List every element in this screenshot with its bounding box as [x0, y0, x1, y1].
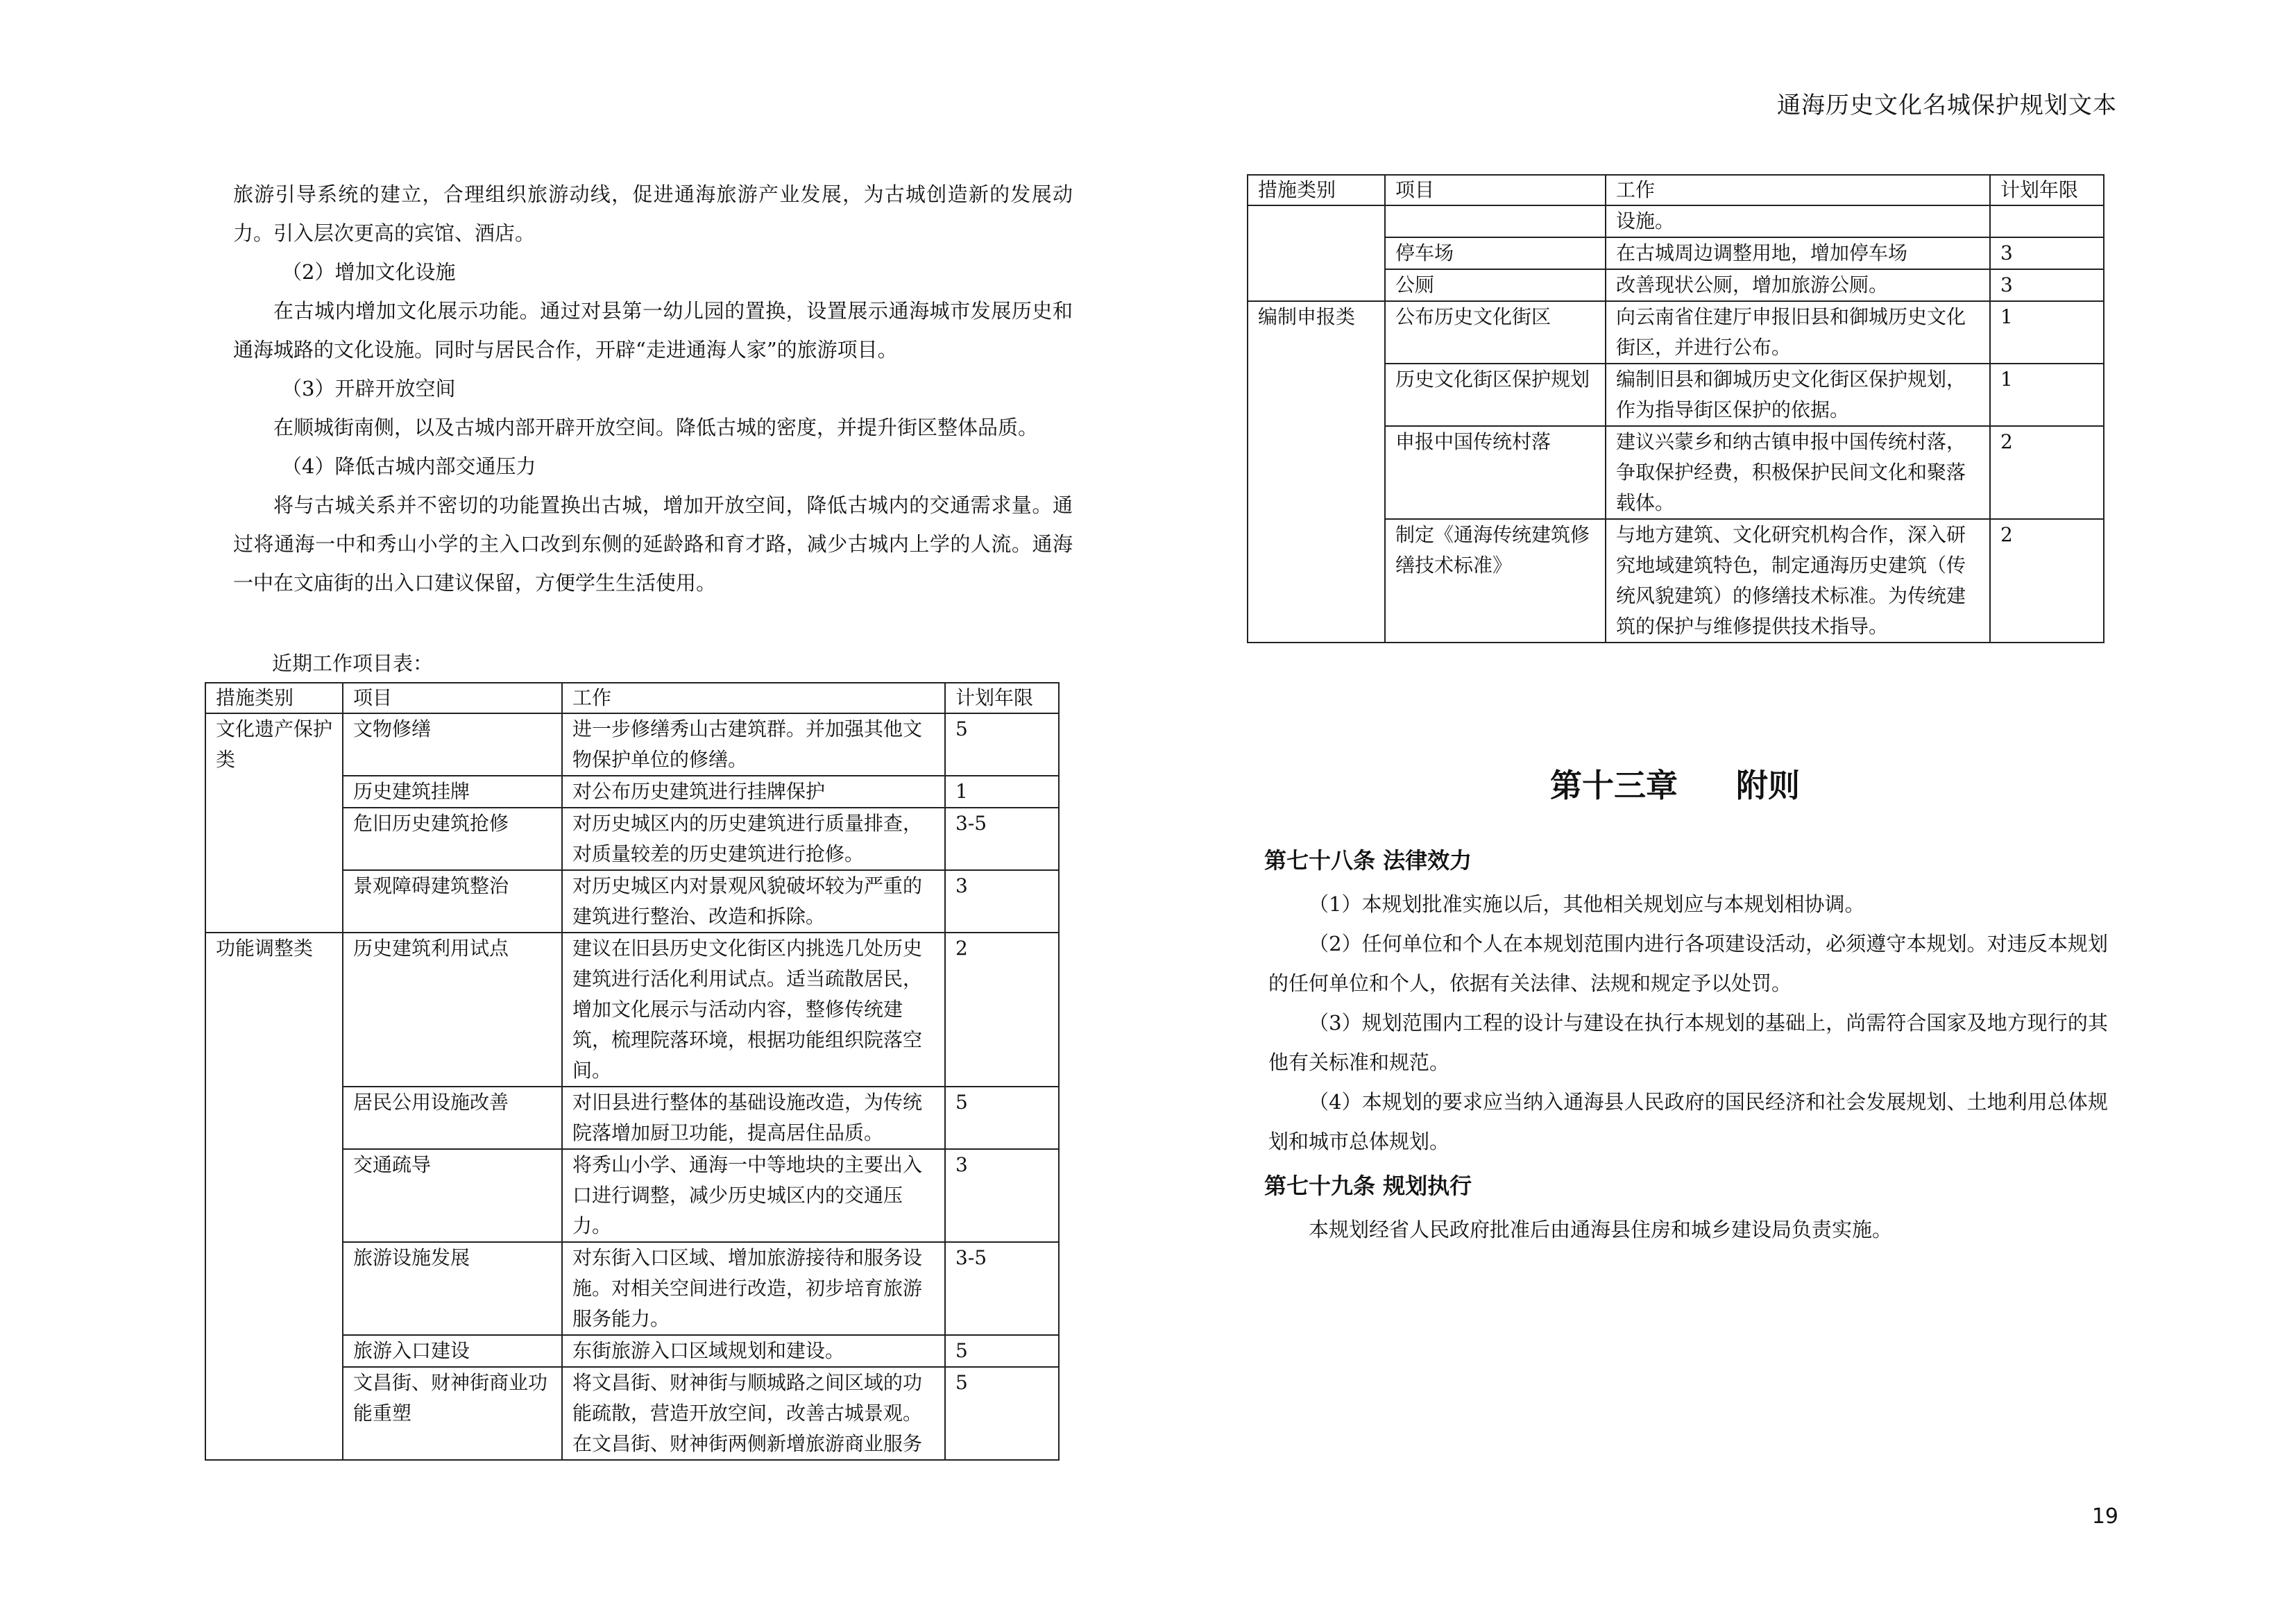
work-cell: 东街旅游入口区域规划和建设。 — [562, 1335, 945, 1367]
paragraph: （2）任何单位和个人在本规划范围内进行各项建设活动，必须遵守本规划。对违反本规划的任何单位和个人，依据有关法律、法规和规定予以处罚。 — [1268, 932, 2108, 995]
years-cell: 3-5 — [945, 808, 1059, 870]
item-cell: 旅游设施发展 — [343, 1242, 562, 1335]
item-cell: 危旧历史建筑抢修 — [343, 808, 562, 870]
years-cell: 2 — [1990, 426, 2104, 519]
paragraph: 将与古城关系并不密切的功能置换出古城，增加开放空间，降低古城内的交通需求量。通过将通海一中和秀山小学的主入口改到东侧的延龄路和育才路，减少古城内上学的人流。通海一中在文庙街的出入口建议保留，方便学生生活使用。 — [233, 493, 1073, 595]
item-cell: 停车场 — [1385, 237, 1606, 269]
years-cell: 2 — [1990, 519, 2104, 643]
item-cell: 景观障碍建筑整治 — [343, 870, 562, 933]
category-cell — [1248, 205, 1385, 301]
years-cell: 1 — [1990, 301, 2104, 364]
work-cell: 建议在旧县历史文化街区内挑选几处历史建筑进行活化利用试点。适当疏散居民，增加文化展示与活动内容，整修传统建筑，梳理院落环境，根据功能组织院落空间。 — [562, 933, 945, 1087]
item-cell: 公布历史文化街区 — [1385, 301, 1606, 364]
paragraph: 在顺城街南侧，以及古城内部开辟开放空间。降低古城的密度，并提升街区整体品质。 — [273, 416, 1039, 439]
work-cell: 设施。 — [1606, 205, 1990, 237]
document-header-title: 通海历史文化名城保护规划文本 — [1777, 92, 2117, 119]
work-cell: 改善现状公厕，增加旅游公厕。 — [1606, 269, 1990, 301]
years-cell: 1 — [1990, 364, 2104, 426]
item-cell: 历史文化街区保护规划 — [1385, 364, 1606, 426]
years-cell: 5 — [945, 1367, 1059, 1460]
header-cell: 措施类别 — [205, 683, 343, 713]
subheading: （2）增加文化设施 — [282, 260, 456, 284]
chapter-heading — [1247, 760, 2103, 806]
chapter-title: 附则 — [1736, 767, 1801, 804]
work-cell: 将文昌街、财神街与顺城路之间区域的功能疏散，营造开放空间，改善古城景观。在文昌街、财神街两侧新增旅游商业服务 — [562, 1367, 945, 1460]
years-cell: 2 — [945, 933, 1059, 1087]
table-title: 近期工作项目表： — [272, 652, 434, 675]
header-cell: 工作 — [1606, 175, 1990, 205]
article-heading: 第七十八条 法律效力 — [1264, 847, 1472, 874]
item-cell: 文物修缮 — [343, 713, 562, 776]
table-row — [1248, 301, 2104, 364]
item-cell: 历史建筑挂牌 — [343, 776, 562, 808]
left-text-block — [233, 175, 1073, 602]
item-cell: 公厕 — [1385, 269, 1606, 301]
table-header-row — [1248, 175, 2104, 205]
subheading: （4）降低古城内部交通压力 — [282, 454, 536, 478]
work-cell: 将秀山小学、通海一中等地块的主要出入口进行调整，减少历史城区内的交通压力。 — [562, 1149, 945, 1242]
header-cell: 措施类别 — [1248, 175, 1385, 205]
years-cell: 3 — [1990, 269, 2104, 301]
paragraph: 本规划经省人民政府批准后由通海县住房和城乡建设局负责实施。 — [1309, 1218, 1893, 1241]
paragraph: （3）规划范围内工程的设计与建设在执行本规划的基础上，尚需符合国家及地方现行的其他有关标准和规范。 — [1268, 1011, 2108, 1074]
item-cell: 旅游入口建设 — [343, 1335, 562, 1367]
years-cell: 1 — [945, 776, 1059, 808]
item-cell: 历史建筑利用试点 — [343, 933, 562, 1087]
item-cell — [1385, 205, 1606, 237]
paragraph: （4）本规划的要求应当纳入通海县人民政府的国民经济和社会发展规划、土地利用总体规划和城市总体规划。 — [1268, 1090, 2108, 1153]
paragraph: 在古城内增加文化展示功能。通过对县第一幼儿园的置换，设置展示通海城市发展历史和通海城路的文化设施。同时与居民合作，开辟“走进通海人家”的旅游项目。 — [233, 299, 1073, 362]
years-cell — [1990, 205, 2104, 237]
table-row — [205, 713, 1059, 776]
work-cell: 与地方建筑、文化研究机构合作，深入研究地域建筑特色，制定通海历史建筑（传统风貌建筑）的修缮技术标准。为传统建筑的保护与维修提供技术指导。 — [1606, 519, 1990, 643]
work-items-table-continued — [1247, 174, 2104, 643]
work-cell: 进一步修缮秀山古建筑群。并加强其他文物保护单位的修缮。 — [562, 713, 945, 776]
item-cell: 申报中国传统村落 — [1385, 426, 1606, 519]
chapter-number: 第十三章 — [1549, 767, 1678, 804]
years-cell: 5 — [945, 1087, 1059, 1149]
header-cell: 工作 — [562, 683, 945, 713]
table-row — [205, 933, 1059, 1087]
header-cell: 计划年限 — [1990, 175, 2104, 205]
header-cell: 项目 — [343, 683, 562, 713]
header-cell: 项目 — [1385, 175, 1606, 205]
item-cell: 制定《通海传统建筑修缮技术标准》 — [1385, 519, 1606, 643]
articles-block — [1264, 836, 2108, 1250]
item-cell: 交通疏导 — [343, 1149, 562, 1242]
years-cell: 5 — [945, 1335, 1059, 1367]
work-cell: 建议兴蒙乡和纳古镇申报中国传统村落，争取保护经费，积极保护民间文化和聚落载体。 — [1606, 426, 1990, 519]
years-cell: 3-5 — [945, 1242, 1059, 1335]
category-cell: 文化遗产保护类 — [205, 713, 343, 933]
item-cell: 居民公用设施改善 — [343, 1087, 562, 1149]
paragraph: 旅游引导系统的建立，合理组织旅游动线，促进通海旅游产业发展，为古城创造新的发展动力。引入层次更高的宾馆、酒店。 — [233, 182, 1073, 245]
years-cell: 3 — [1990, 237, 2104, 269]
item-cell: 文昌街、财神街商业功能重塑 — [343, 1367, 562, 1460]
table-header-row — [205, 683, 1059, 713]
work-cell: 在古城周边调整用地，增加停车场 — [1606, 237, 1990, 269]
work-items-table — [205, 682, 1060, 1461]
years-cell: 3 — [945, 1149, 1059, 1242]
years-cell: 3 — [945, 870, 1059, 933]
page-number: 19 — [2091, 1504, 2118, 1529]
work-cell: 对历史城区内对景观风貌破坏较为严重的建筑进行整治、改造和拆除。 — [562, 870, 945, 933]
work-cell: 对东街入口区域、增加旅游接待和服务设施。对相关空间进行改造，初步培育旅游服务能力。 — [562, 1242, 945, 1335]
article-heading: 第七十九条 规划执行 — [1264, 1173, 1472, 1199]
category-cell: 编制申报类 — [1248, 301, 1385, 643]
category-cell: 功能调整类 — [205, 933, 343, 1460]
work-cell: 编制旧县和御城历史文化街区保护规划，作为指导街区保护的依据。 — [1606, 364, 1990, 426]
work-cell: 对历史城区内的历史建筑进行质量排查，对质量较差的历史建筑进行抢修。 — [562, 808, 945, 870]
table-row — [1248, 205, 2104, 237]
paragraph: （1）本规划批准实施以后，其他相关规划应与本规划相协调。 — [1309, 892, 1865, 916]
work-cell: 对公布历史建筑进行挂牌保护 — [562, 776, 945, 808]
work-cell: 对旧县进行整体的基础设施改造，为传统院落增加厨卫功能，提高居住品质。 — [562, 1087, 945, 1149]
subheading: （3）开辟开放空间 — [282, 377, 456, 400]
years-cell: 5 — [945, 713, 1059, 776]
header-cell: 计划年限 — [945, 683, 1059, 713]
work-cell: 向云南省住建厅申报旧县和御城历史文化街区，并进行公布。 — [1606, 301, 1990, 364]
